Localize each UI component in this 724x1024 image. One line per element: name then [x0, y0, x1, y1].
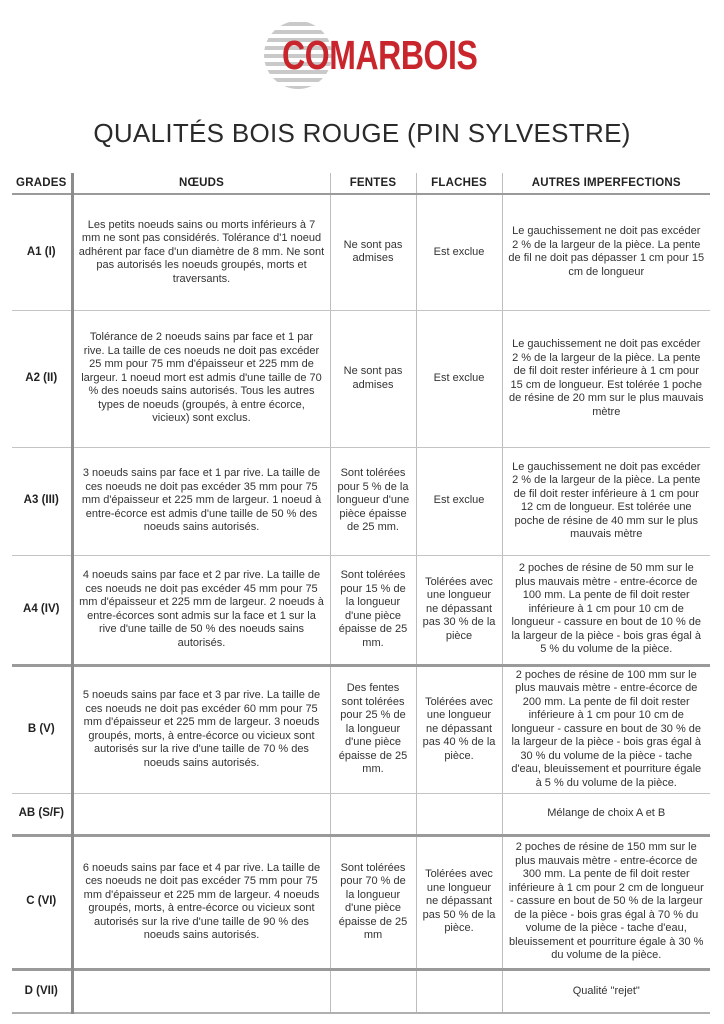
fentes-cell: Ne sont pas admises — [330, 310, 416, 447]
noeuds-cell: 3 noeuds sains par face et 1 par rive. La taille de ces noeuds ne doit pas excéder 35 mm pour 75 mm d'épaisseur et 225 mm de largeur. 1 noeud à entre-écorce est admis d'une taille de 50 % des noeuds sains autorisés. — [72, 447, 330, 555]
flaches-cell: Tolérées avec une longueur ne dépassant pas 40 % de la pièce. — [416, 665, 502, 793]
brand-name: COMARBOIS — [282, 32, 478, 78]
fentes-cell — [330, 793, 416, 835]
flaches-cell: Est exclue — [416, 447, 502, 555]
flaches-cell: Est exclue — [416, 194, 502, 310]
table-row — [12, 310, 710, 447]
company-logo — [258, 20, 478, 90]
table-row — [12, 447, 710, 555]
noeuds-cell: 4 noeuds sains par face et 2 par rive. La taille de ces noeuds ne doit pas excéder 45 mm pour 75 mm d'épaisseur et 225 mm de largeur. 2 noeuds à entre-écorces sont admis sur la face et 1 sur la rive d'une taille de 50 % des noeuds sains autorisés. — [72, 555, 330, 665]
grade-cell: D (VII) — [12, 969, 72, 1013]
header-autres-imperfections: AUTRES IMPERFECTIONS — [502, 173, 710, 194]
grade-cell: A2 (II) — [12, 310, 72, 447]
table-row — [12, 835, 710, 969]
autres-cell: 2 poches de résine de 100 mm sur le plus mauvais mètre - entre-écorce de 200 mm. La pente de fil doit rester inférieure à 1 cm pour 10 cm de longueur - cassure en bout de 30 % de la largeur de la pièce - bois gras égal à 30 % du volume de la pièce - tache d'eau, bleuissement et pourriture égale à 5 % du volume de la pièce. — [502, 665, 710, 793]
autres-cell: Le gauchissement ne doit pas excéder 2 % de la largeur de la pièce. La pente de fil ne doit pas dépasser 1 cm pour 15 cm de longueur — [502, 194, 710, 310]
autres-cell: Qualité "rejet" — [502, 969, 710, 1013]
fentes-cell: Ne sont pas admises — [330, 194, 416, 310]
flaches-cell — [416, 969, 502, 1013]
flaches-cell: Tolérées avec une longueur ne dépassant pas 30 % de la pièce — [416, 555, 502, 665]
header-grades: GRADES — [12, 173, 72, 194]
table-row — [12, 194, 710, 310]
grade-cell: AB (S/F) — [12, 793, 72, 835]
fentes-cell: Sont tolérées pour 70 % de la longueur d'une pièce épaisse de 25 mm — [330, 835, 416, 969]
autres-cell: Le gauchissement ne doit pas excéder 2 % de la largeur de la pièce. La pente de fil doit rester inférieure à 1 cm pour 12 cm de longueur. Est tolérée une poche de résine de 40 mm sur le plus mauvais mètre — [502, 447, 710, 555]
noeuds-cell — [72, 793, 330, 835]
grade-cell: C (VI) — [12, 835, 72, 969]
grade-cell: B (V) — [12, 665, 72, 793]
header-noeuds: NŒUDS — [72, 173, 330, 194]
fentes-cell: Des fentes sont tolérées pour 25 % de la longueur d'une pièce épaisse de 25 mm. — [330, 665, 416, 793]
table-row — [12, 793, 710, 835]
fentes-cell: Sont tolérées pour 15 % de la longueur d'une pièce épaisse de 25 mm. — [330, 555, 416, 665]
flaches-cell: Est exclue — [416, 310, 502, 447]
table-row — [12, 969, 710, 1013]
noeuds-cell: 5 noeuds sains par face et 3 par rive. La taille de ces noeuds ne doit pas excéder 60 mm pour 75 mm d'épaisseur et 225 mm de largeur. 3 noeuds groupés, morts, à entre-écorce ou vicieux sont autorisés sur la rive d'une taille de 70 % des noeuds sains autorisés. — [72, 665, 330, 793]
grade-cell: A4 (IV) — [12, 555, 72, 665]
grade-cell: A1 (I) — [12, 194, 72, 310]
autres-cell: Mélange de choix A et B — [502, 793, 710, 835]
quality-grades-table — [12, 173, 710, 1014]
page-title: QUALITÉS BOIS ROUGE (PIN SYLVESTRE) — [93, 118, 631, 148]
header-fentes: FENTES — [330, 173, 416, 194]
flaches-cell: Tolérées avec une longueur ne dépassant pas 50 % de la pièce. — [416, 835, 502, 969]
noeuds-cell: 6 noeuds sains par face et 4 par rive. La taille de ces noeuds ne doit pas excéder 75 mm pour 75 mm d'épaisseur et 225 mm de largeur. 4 noeuds groupés, morts, à entre-écorce ou vicieux sont autorisés sur la rive d'une taille de 90 % des noeuds sains autorisés. — [72, 835, 330, 969]
fentes-cell: Sont tolérées pour 5 % de la longueur d'une pièce épaisse de 25 mm. — [330, 447, 416, 555]
fentes-cell — [330, 969, 416, 1013]
autres-cell: 2 poches de résine de 50 mm sur le plus mauvais mètre - entre-écorce de 100 mm. La pente de fil doit rester inférieure à 1 cm pour 10 cm de longueur - cassure en bout de 10 % de la largeur de la pièce - bois gras égal à 5 % du volume de la pièce. — [502, 555, 710, 665]
noeuds-cell: Tolérance de 2 noeuds sains par face et 1 par rive. La taille de ces noeuds ne doit pas excéder 25 mm pour 75 mm d'épaisseur et 225 mm de largeur. 1 noeud mort est admis d'une taille de 70 % des noeuds sains autorisés. Tous les autres types de noeuds (groupés, à entre écorce, vicieux) sont exclus. — [72, 310, 330, 447]
autres-cell: Le gauchissement ne doit pas excéder 2 % de la largeur de la pièce. La pente de fil doit rester inférieure à 1 cm pour 15 cm de longueur. Est tolérée 1 poche de résine de 20 mm sur le plus mauvais mètre — [502, 310, 710, 447]
noeuds-cell: Les petits noeuds sains ou morts inférieurs à 7 mm ne sont pas considérés. Tolérance d'1 noeud adhérent par face d'un diamètre de 8 mm. Ne sont pas autorisés les noeuds groupés, morts et traversants. — [72, 194, 330, 310]
grade-cell: A3 (III) — [12, 447, 72, 555]
header-flaches: FLACHES — [416, 173, 502, 194]
noeuds-cell — [72, 969, 330, 1013]
flaches-cell — [416, 793, 502, 835]
table-header-row — [12, 173, 710, 194]
table-row — [12, 555, 710, 665]
autres-cell: 2 poches de résine de 150 mm sur le plus mauvais mètre - entre-écorce de 300 mm. La pente de fil doit rester inférieure à 1 cm pour 2 cm de longueur - cassure en bout de 50 % de la largeur de la pièce - bois gras égal à 70 % du volume de la pièce - tache d'eau, bleuissement et pourriture égale à 30 % du volume de la pièce. — [502, 835, 710, 969]
table-row — [12, 665, 710, 793]
